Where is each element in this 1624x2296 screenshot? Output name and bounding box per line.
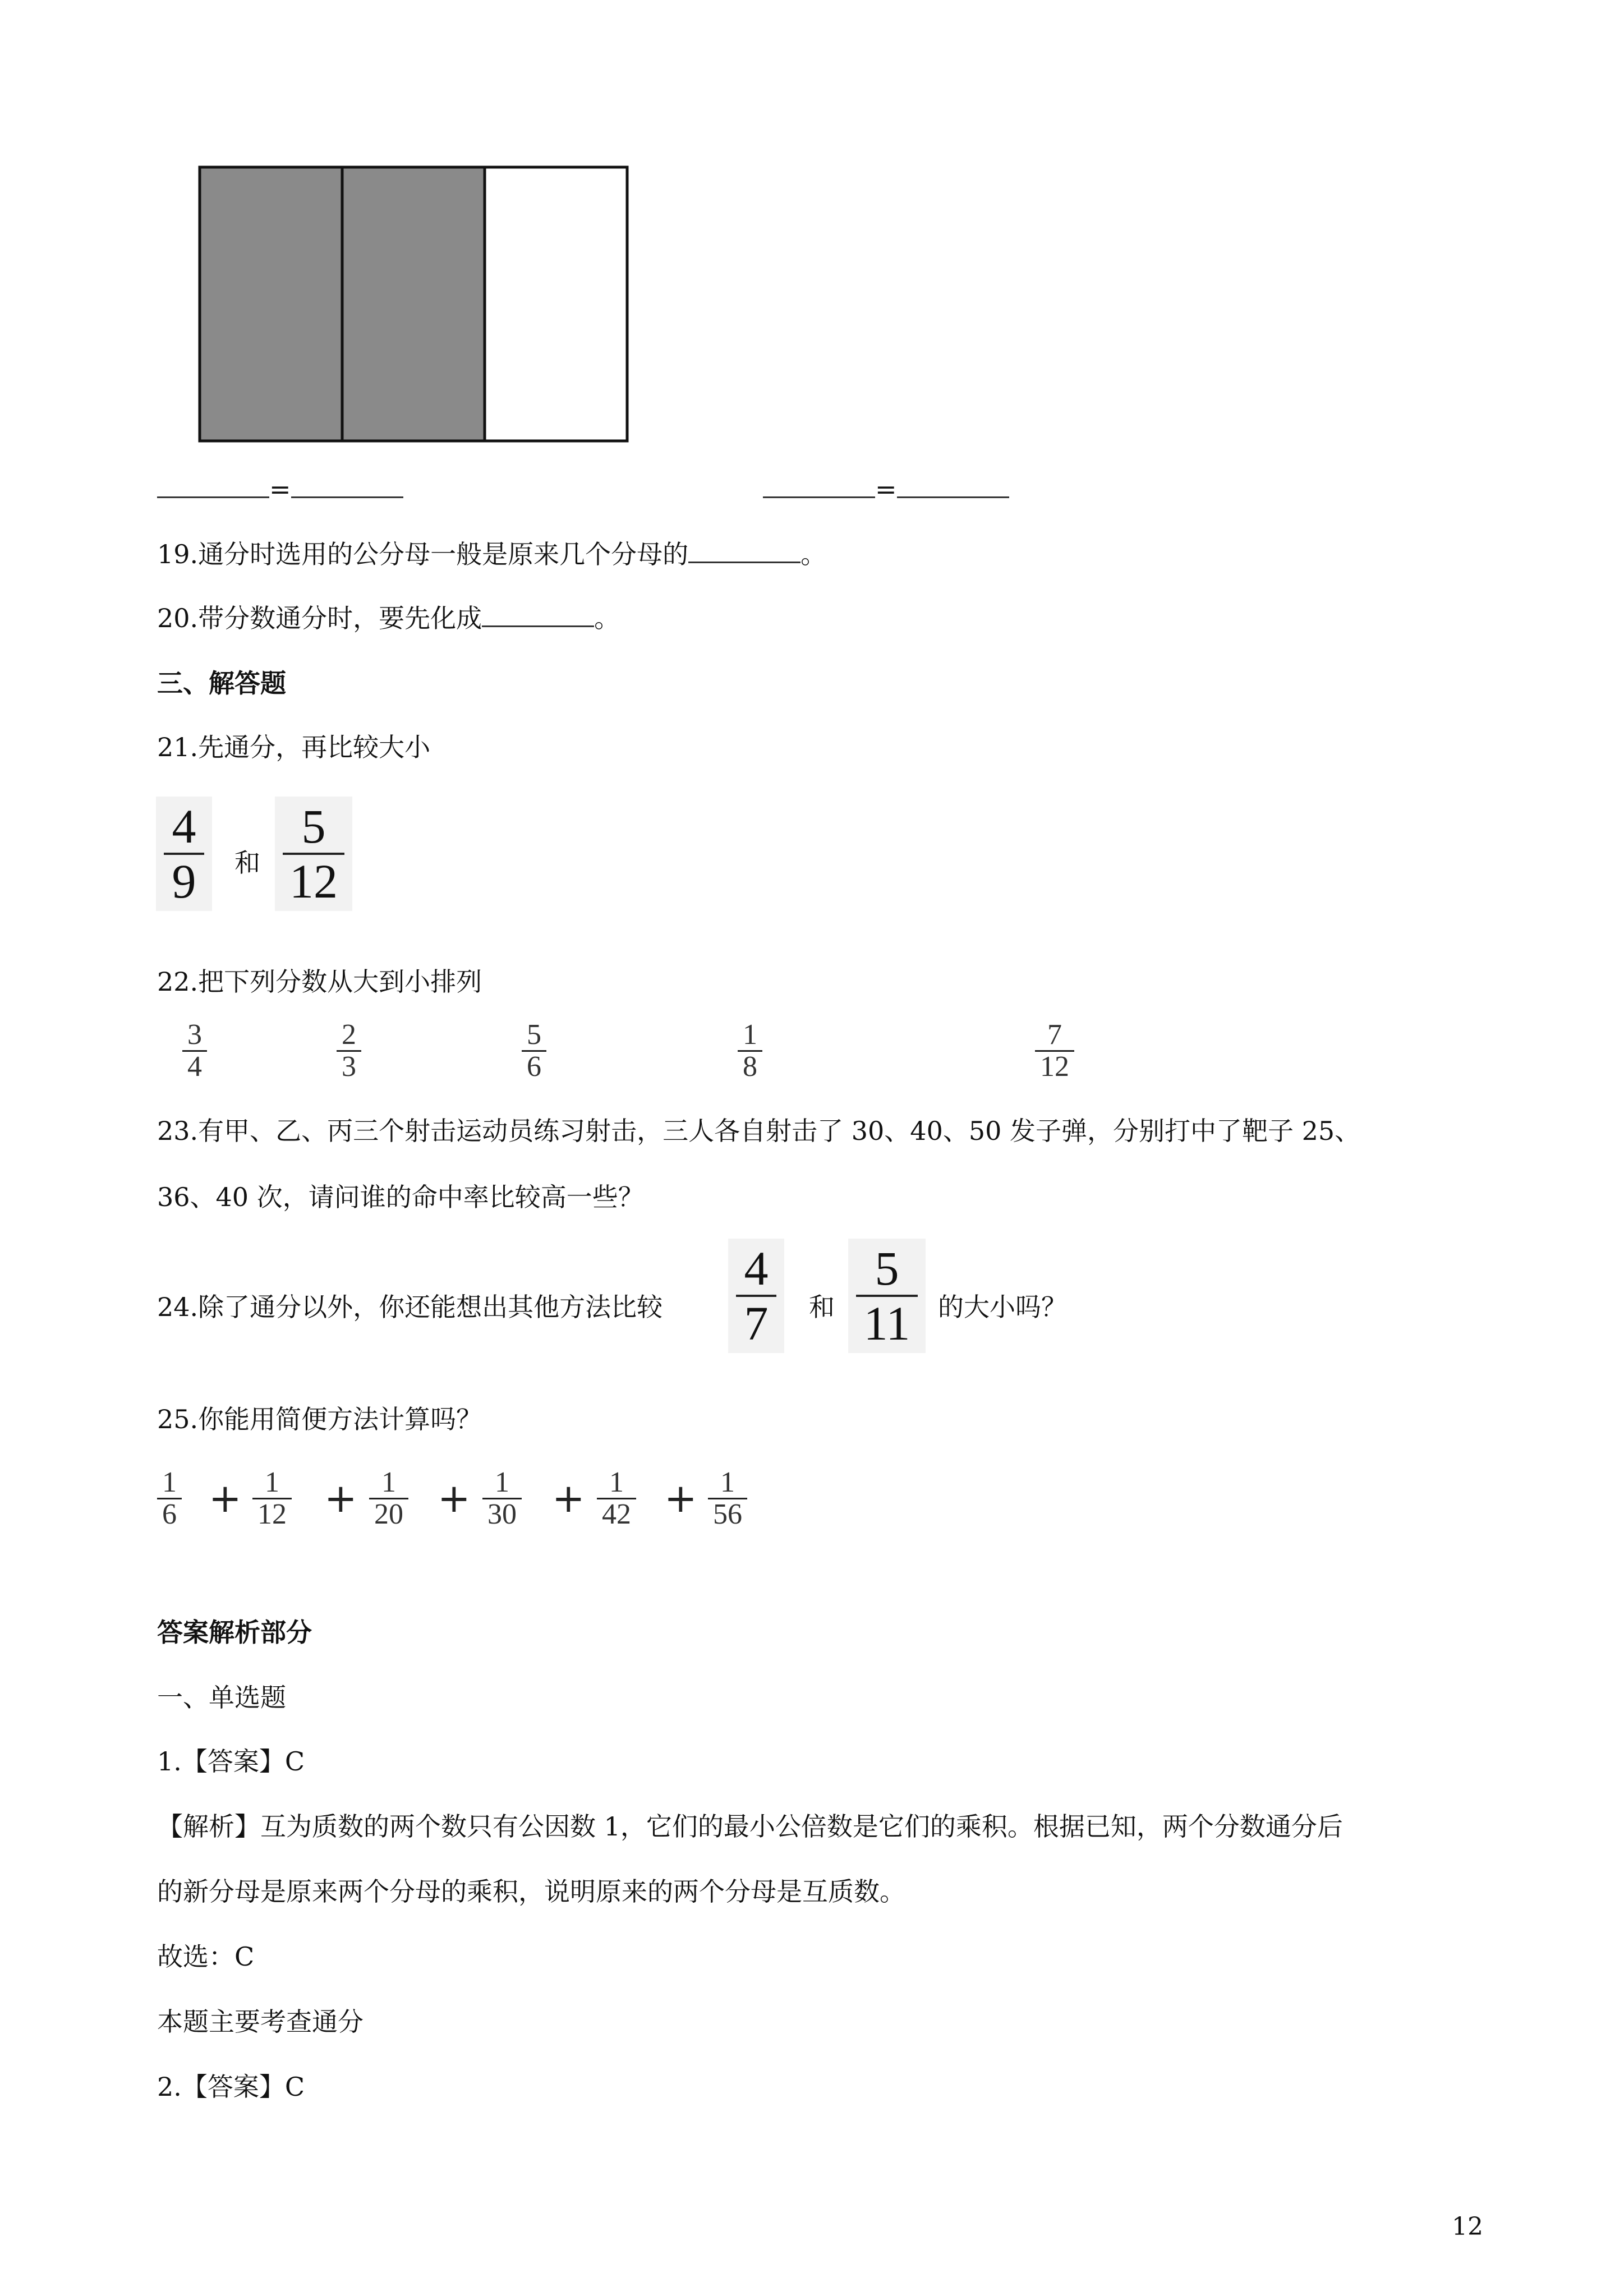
fraction: 1 8 — [738, 1020, 762, 1082]
blank[interactable] — [291, 474, 403, 498]
plus-sign: + — [664, 1475, 697, 1521]
fraction: 1 56 — [708, 1467, 747, 1530]
fraction: 1 6 — [157, 1467, 182, 1530]
question-25: 25.你能用简便方法计算吗？ — [157, 1404, 482, 1434]
blank[interactable] — [482, 603, 594, 627]
blank[interactable] — [897, 474, 1009, 498]
fraction: 1 12 — [252, 1467, 292, 1530]
and-label: 和 — [809, 1292, 835, 1322]
question-23-line-2: 36、40 次，请问谁的命中率比较高一些？ — [157, 1182, 644, 1212]
question-23-line-1: 23.有甲、乙、丙三个射击运动员练习射击，三人各自射击了 30、40、50 发子弹，分别打中了靶子 25、 — [157, 1116, 1361, 1146]
plus-sign: + — [324, 1475, 357, 1521]
answer-1-explanation-line-1: 【解析】互为质数的两个数只有公因数 1，它们的最小公倍数是它们的乘积。根据已知，两个分数通分后 — [157, 1811, 1343, 1842]
fraction: 1 30 — [482, 1467, 522, 1530]
answer-1-note: 本题主要考查通分 — [157, 2007, 364, 2037]
plus-sign: + — [209, 1475, 242, 1521]
unshaded-part — [485, 167, 627, 441]
fraction: 2 3 — [337, 1020, 361, 1082]
and-label: 和 — [234, 848, 260, 878]
blank[interactable] — [763, 474, 875, 498]
shaded-part — [200, 167, 342, 441]
fraction-figure — [196, 164, 634, 444]
fraction: 1 42 — [597, 1467, 636, 1530]
fraction: 3 4 — [182, 1020, 207, 1082]
shaded-part — [342, 167, 485, 441]
page-number: 12 — [1452, 2212, 1483, 2241]
answers-section-1: 一、单选题 — [157, 1682, 286, 1713]
fraction: 5 6 — [522, 1020, 546, 1082]
plus-sign: + — [552, 1475, 585, 1521]
question-24-prefix: 24.除了通分以外，你还能想出其他方法比较 — [157, 1292, 663, 1322]
blank[interactable] — [688, 539, 801, 563]
fraction: 4 9 — [156, 797, 212, 911]
question-19: 19.通分时选用的公分母一般是原来几个分母的 。 — [157, 539, 827, 569]
q18-blank-left: = — [157, 472, 403, 506]
question-22: 22.把下列分数从大到小排列 — [157, 967, 482, 997]
fraction: 4 7 — [728, 1239, 784, 1353]
answer-1-explanation-line-2: 的新分母是原来两个分母的乘积，说明原来的两个分母是互质数。 — [157, 1876, 905, 1907]
fraction: 5 11 — [848, 1239, 926, 1353]
section-title: 三、解答题 — [157, 668, 286, 698]
q18-blank-right: = — [763, 472, 1009, 506]
fraction: 7 12 — [1035, 1020, 1074, 1082]
question-20: 20.带分数通分时，要先化成 。 — [157, 603, 620, 633]
answer-2-label: 2.【答案】C — [157, 2072, 305, 2102]
blank[interactable] — [157, 474, 269, 498]
plus-sign: + — [438, 1475, 471, 1521]
question-24-suffix: 的大小吗？ — [938, 1292, 1067, 1322]
fraction: 5 12 — [275, 797, 352, 911]
answers-title: 答案解析部分 — [157, 1617, 312, 1648]
fraction: 1 20 — [369, 1467, 408, 1530]
answer-1-label: 1.【答案】C — [157, 1746, 305, 1777]
answer-1-choice: 故选：C — [157, 1941, 255, 1972]
question-21: 21.先通分，再比较大小 — [157, 732, 431, 762]
